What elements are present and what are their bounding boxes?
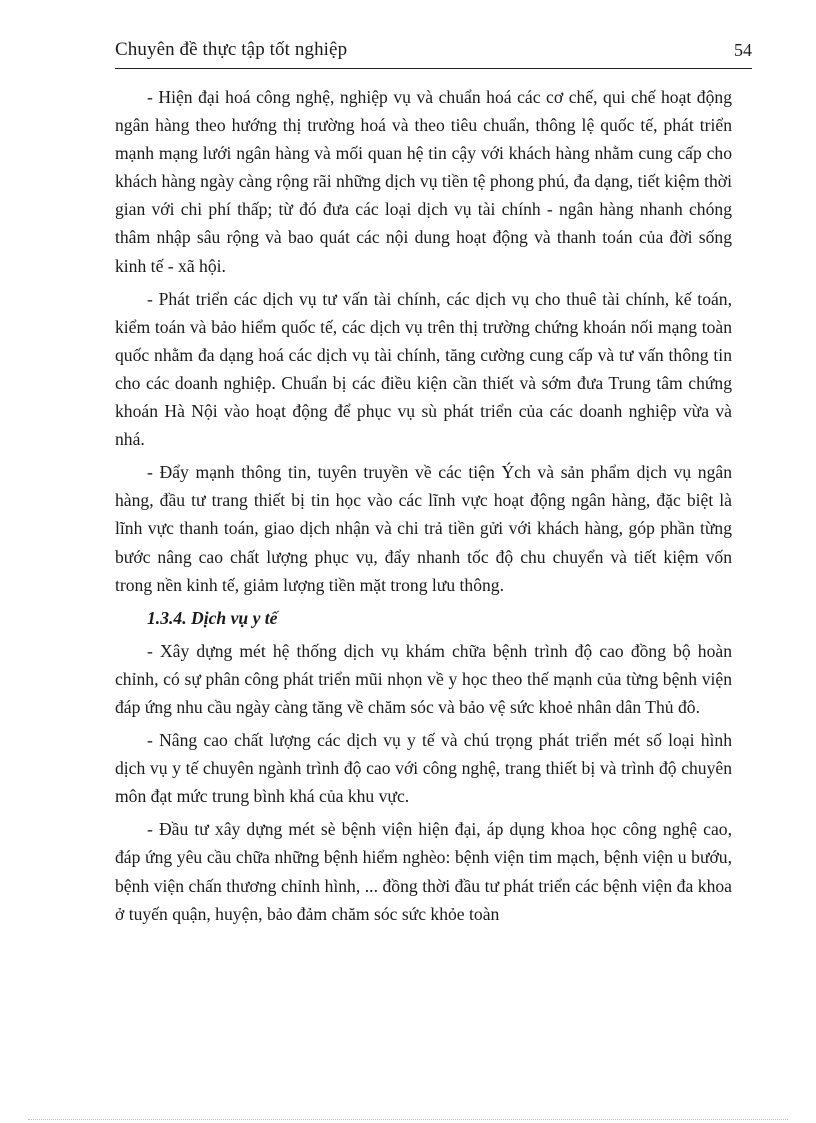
paragraph-financial-advisory: - Phát triển các dịch vụ tư vấn tài chính, các dịch vụ cho thuê tài chính, kế toán, kiểm toán và bảo hiểm quốc tế, các dịch vụ trên thị trường chứng khoán nối mạng toàn quốc nhằm đa dạng hoá các dịch vụ tài chính, tăng cường cung cấp và tư vấn thông tin cho các doanh nghiệp. Chuẩn bị các điều kiện cần thiết và sớm đưa Trung tâm chứng khoán Hà Nội vào hoạt động để phục vụ sù phát triển của các doanh nghiệp vừa và nhá. (115, 288, 732, 450)
document-title: Chuyên đề thực tập tốt nghiệp (115, 39, 348, 60)
page-number: 54 (734, 40, 752, 60)
section-heading-health-services: 1.3.4. Dịch vụ y tế (147, 607, 278, 628)
paragraph-hospital-investment: - Đầu tư xây dựng mét sè bệnh viện hiện đại, áp dụng khoa học công nghệ cao, đáp ứng yêu cầu chữa những bệnh hiểm nghèo: bệnh viện tim mạch, bệnh viện u bướu, bệnh viện chấn thương chỉnh hình, ... đồng thời đầu tư phát triển các bệnh viện đa khoa ở tuyến quận, huyện, bảo đảm chăm sóc sức khỏe toàn (115, 819, 732, 924)
paragraph-health-quality: - Nâng cao chất lượng các dịch vụ y tế và chú trọng phát triển mét số loại hình dịch vụ y tế chuyên ngành trình độ cao với công nghệ, trang thiết bị và trình độ chuyên môn đạt mức trung bình khá của khu vực. (115, 730, 732, 807)
page-bottom-divider (28, 1119, 788, 1120)
paragraph-banking-promotion: - Đẩy mạnh thông tin, tuyên truyền về các tiện Ých và sản phẩm dịch vụ ngân hàng, đầu tư trang thiết bị tin học vào các lĩnh vực hoạt động ngân hàng, đặc biệt là lĩnh vực thanh toán, giao dịch nhận và chi trả tiền gửi với khách hàng, góp phần từng bước nâng cao chất lượng phục vụ, đẩy nhanh tốc độ chu chuyển và tiết kiệm vốn trong nền kinh tế, giảm lượng tiền mặt trong lưu thông. (115, 462, 732, 595)
paragraph-banking-modernization: - Hiện đại hoá công nghệ, nghiệp vụ và chuẩn hoá các cơ chế, qui chế hoạt động ngân hàng theo hướng thị trường hoá và theo tiêu chuẩn, thông lệ quốc tế, phát triển mạnh mạng lưới ngân hàng và mối quan hệ tin cậy với khách hàng nhằm cung cấp cho khách hàng ngày càng rộng rãi những dịch vụ tiền tệ phong phú, đa dạng, tiết kiệm thời gian với chi phí thấp; từ đó đưa các loại dịch vụ tài chính - ngân hàng nhanh chóng thâm nhập sâu rộng và bao quát các nội dung hoạt động và thanh toán của đời sống kinh tế - xã hội. (115, 87, 732, 276)
paragraph-health-system: - Xây dựng mét hệ thống dịch vụ khám chữa bệnh trình độ cao đồng bộ hoàn chỉnh, có sự phân công phát triển mũi nhọn về y học theo thế mạnh của từng bệnh viện đáp ứng nhu cầu ngày càng tăng về chăm sóc và bảo vệ sức khoẻ nhân dân Thủ đô. (115, 640, 732, 717)
document-body (115, 83, 732, 933)
page-header (115, 38, 752, 69)
